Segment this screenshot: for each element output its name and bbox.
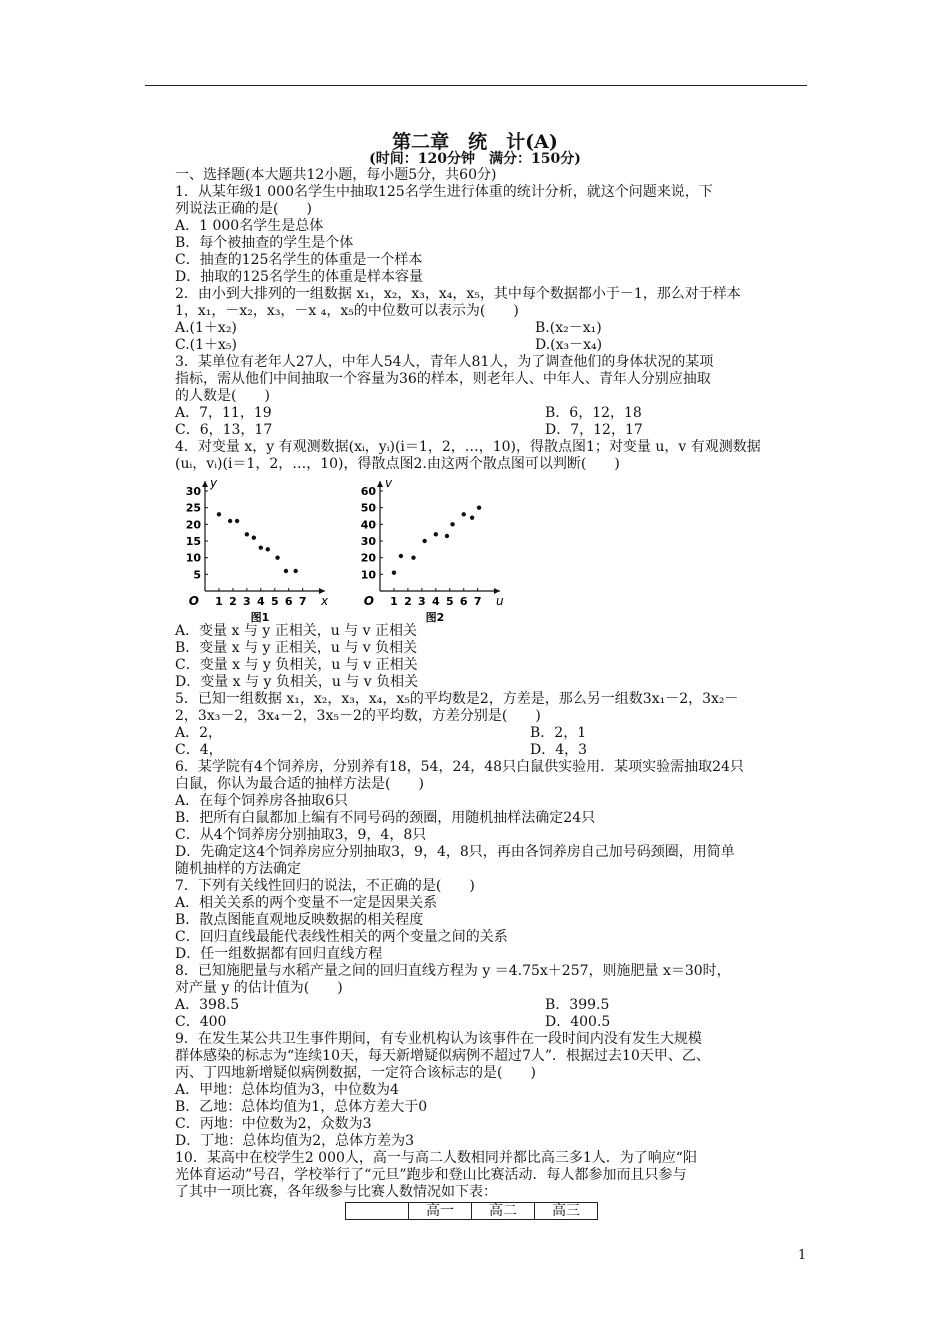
q6-option-b: B．把所有白鼠都加上编有不同号码的颈圈，用随机抽样法确定24只: [175, 810, 596, 826]
q6-option-d-line-2: 随机抽样的方法确定: [175, 861, 301, 877]
q8-option-d: D．400.5: [545, 1014, 611, 1030]
q6-option-d-line-1: D．先确定这4个饲养房应分别抽取3，9，4，8只，再由各饲养房自己加号码颈圈，用简单: [175, 844, 735, 860]
q8-option-a: A．398.5: [175, 997, 240, 1013]
y-tick-label: 25: [185, 501, 201, 515]
data-point: [266, 547, 270, 551]
q4-figures: [175, 473, 815, 623]
q3-stem-line-3: 的人数是( ): [175, 388, 270, 404]
q4-option-c: C．变量 x 与 y 负相关，u 与 v 正相关: [175, 657, 418, 673]
table-header-cell: 高三: [535, 1203, 598, 1220]
q1-option-a: A．1 000名学生是总体: [175, 218, 324, 234]
q1-option-c: C．抽查的125名学生的体重是一个样本: [175, 252, 423, 268]
q2-stem-line-1: 2．由小到大排列的一组数据 x₁，x₂，x₃，x₄，x₅，其中每个数据都小于－1，那么对于样本: [175, 286, 741, 302]
q4-option-a: A．变量 x 与 y 正相关，u 与 v 正相关: [175, 623, 417, 639]
q9-stem-line-3: 丙、丁四地新增疑似病例数据，一定符合该标志的是( ): [175, 1065, 536, 1081]
y-tick-label: 15: [185, 535, 201, 548]
q9-option-a: A．甲地：总体均值为3，中位数为4: [175, 1082, 399, 1098]
q3-option-c: C．6，13，17: [175, 422, 273, 438]
q2-option-d: D.(x₃－x₄): [535, 337, 603, 353]
x-tick-label: 6: [284, 595, 293, 608]
table-header-cell: 高二: [472, 1203, 535, 1220]
q7-option-b: B．散点图能直观地反映数据的相关程度: [175, 912, 424, 928]
q2-stem-line-2: 1，x₁，－x₂，x₃，－x ₄，x₅的中位数可以表示为( ): [175, 303, 519, 319]
q7-option-d: D．任一组数据都有回归直线方程: [175, 946, 383, 962]
x-tick-label: 2: [229, 595, 237, 608]
q9-option-b: B．乙地：总体均值为1，总体方差大于0: [175, 1099, 428, 1115]
data-point: [450, 522, 454, 526]
y-tick-label: 20: [360, 551, 376, 565]
q1-stem-line-2: 列说法正确的是( ): [175, 201, 312, 217]
data-point: [477, 505, 481, 509]
q7-stem: 7．下列有关线性回归的说法，不正确的是( ): [175, 878, 475, 894]
data-point: [399, 554, 403, 558]
q10-stem-line-1: 10．某高中在校学生2 000人，高一与高二人数相同并都比高三多1人．为了响应“阳: [175, 1150, 697, 1166]
x-tick-label: 2: [404, 595, 412, 608]
question-content: [175, 167, 815, 1220]
q3-stem-line-1: 3．某单位有老年人27人，中年人54人，青年人81人，为了调查他们的身体状况的某项: [175, 354, 714, 370]
page-number: 1: [798, 1248, 807, 1263]
x-tick-label: 3: [418, 595, 426, 608]
q3-option-a: A．7，11，19: [175, 405, 272, 421]
data-point: [445, 534, 449, 538]
y-tick-label: 60: [360, 485, 376, 498]
header-rule: [145, 85, 807, 86]
q8-stem-line-1: 8．已知施肥量与水稻产量之间的回归直线方程为 y ＝4.75x＋257，则施肥量 x＝30时，: [175, 963, 731, 979]
y-tick-label: 10: [185, 551, 201, 565]
q8-options-row-2: [175, 1014, 815, 1031]
data-point: [284, 569, 288, 573]
x-tick-label: 3: [243, 595, 251, 608]
figure-caption: 图2: [425, 611, 445, 623]
q8-option-c: C．400: [175, 1014, 227, 1030]
q1-option-d: D．抽取的125名学生的体重是样本容量: [175, 269, 423, 285]
q9-stem-line-1: 9．在发生某公共卫生事件期间，有专业机构认为该事件在一段时间内没有发生大规模: [175, 1031, 702, 1047]
q5-options-row-1: [175, 725, 815, 742]
q10-stem-line-2: 光体育运动”号召，学校举行了“元旦”跑步和登山比赛活动．每人都参加而且只参与: [175, 1167, 687, 1183]
figure-caption: 图1: [250, 611, 270, 623]
q9-stem-line-2: 群体感染的标志为“连续10天，每天新增疑似病例不超过7人”．根据过去10天甲、乙、: [175, 1048, 710, 1064]
q5-option-a: A．2，: [175, 725, 223, 741]
q6-stem-line-2: 白鼠，你认为最合适的抽样方法是( ): [175, 776, 424, 792]
x-tick-label: 5: [270, 595, 279, 608]
origin-label: O: [363, 594, 374, 608]
q5-option-b: B．2，1: [530, 725, 587, 741]
x-tick-label: 1: [390, 595, 398, 608]
y-tick-label: 50: [360, 501, 376, 515]
y-tick-label: 5: [193, 568, 201, 582]
q5-stem-line-1: 5．已知一组数据 x₁，x₂，x₃，x₄，x₅的平均数是2，方差是，那么另一组数3x₁－2，3x₂－: [175, 691, 739, 707]
y-axis-arrow: [377, 481, 383, 487]
data-point: [259, 545, 263, 549]
y-tick-label: 40: [360, 518, 376, 532]
data-point: [252, 535, 256, 539]
q2-option-c: C.(1＋x₅): [175, 337, 238, 353]
q7-option-a: A．相关关系的两个变量不一定是因果关系: [175, 895, 438, 911]
table-header-cell: 高一: [409, 1203, 472, 1220]
q10-grade-table: [345, 1202, 598, 1220]
q4-stem-line-1: 4．对变量 x，y 有观测数据(xᵢ，yᵢ)(i＝1，2，…，10)，得散点图1；对变量 u，v 有观测数据: [175, 439, 761, 455]
data-point: [411, 555, 415, 559]
q6-option-a: A．在每个饲养房各抽取6只: [175, 793, 349, 809]
q1-stem-line-1: 1．从某年级1 000名学生中抽取125名学生进行体重的统计分析，就这个问题来说，下: [175, 184, 713, 200]
q5-options-row-2: [175, 742, 815, 759]
x-tick-label: 4: [256, 595, 265, 608]
data-point: [392, 570, 396, 574]
q7-option-c: C．回归直线最能代表线性相关的两个变量之间的关系: [175, 929, 508, 945]
x-axis-label: x: [321, 594, 329, 608]
table-header-row: [346, 1203, 598, 1220]
q9-option-d: D．丁地：总体均值为2，总体方差为3: [175, 1133, 415, 1149]
q4-option-d: D．变量 x 与 y 负相关，u 与 v 负相关: [175, 674, 419, 690]
data-point: [462, 512, 466, 516]
q5-option-c: C．4，: [175, 742, 223, 758]
data-point: [293, 569, 297, 573]
q10-stem-line-3: 了其中一项比赛，各年级参与比赛人数情况如下表：: [175, 1184, 497, 1200]
q4-option-b: B．变量 x 与 y 正相关，u 与 v 负相关: [175, 640, 418, 656]
q2-options-row-2: [175, 337, 815, 354]
q8-option-b: B．399.5: [545, 997, 610, 1013]
q4-stem-line-2: (uᵢ，vᵢ)(i＝1，2，…，10)，得散点图2.由这两个散点图可以判断( ): [175, 456, 620, 472]
origin-label: O: [188, 594, 199, 608]
data-point: [434, 532, 438, 536]
q5-stem-line-2: 2，3x₃－2，3x₄－2，3x₅－2的平均数，方差分别是( ): [175, 708, 541, 724]
y-tick-label: 20: [185, 518, 201, 532]
q3-stem-line-2: 指标，需从他们中间抽取一个容量为36的样本，则老年人、中年人、青年人分别应抽取: [175, 371, 711, 387]
q1-option-b: B．每个被抽查的学生是个体: [175, 235, 354, 251]
q8-stem-line-2: 对产量 y 的估计值为( ): [175, 980, 343, 996]
q3-options-row-2: [175, 422, 815, 439]
y-axis-label: y: [210, 476, 218, 490]
y-tick-label: 30: [185, 485, 201, 498]
q9-option-c: C．丙地：中位数为2，众数为3: [175, 1116, 372, 1132]
q8-options-row-1: [175, 997, 815, 1014]
data-point: [217, 512, 221, 516]
x-tick-label: 6: [459, 595, 468, 608]
scatter-figure-1: [175, 473, 335, 623]
q5-option-d: D．4，3: [530, 742, 588, 758]
data-point: [275, 555, 279, 559]
q2-options-row-1: [175, 320, 815, 337]
x-tick-label: 4: [431, 595, 440, 608]
q2-option-b: B.(x₂－x₁): [535, 320, 602, 336]
scatter-figure-2: [350, 473, 510, 623]
x-tick-label: 7: [298, 595, 307, 608]
data-point: [228, 519, 232, 523]
q6-stem-line-1: 6．某学院有4个饲养房，分别养有18，54，24，48只白鼠供实验用．某项实验需抽取24只: [175, 759, 744, 775]
data-point: [470, 515, 474, 519]
table-header-cell: [346, 1203, 409, 1220]
q6-option-c: C．从4个饲养房分别抽取3，9，4，8只: [175, 827, 427, 843]
page-title: 第二章 统 计(A): [392, 131, 558, 153]
q3-options-row-1: [175, 405, 815, 422]
q3-option-b: B．6，12，18: [545, 405, 642, 421]
x-axis-label: u: [496, 594, 504, 608]
page-subtitle: (时间：120分钟 满分：150分): [369, 151, 581, 167]
x-tick-label: 7: [473, 595, 482, 608]
x-tick-label: 1: [215, 595, 223, 608]
data-point: [245, 532, 249, 536]
y-tick-label: 10: [360, 568, 376, 582]
q2-option-a: A.(1＋x₂): [175, 320, 237, 336]
q3-option-d: D．7，12，17: [545, 422, 643, 438]
y-axis-label: v: [385, 476, 393, 490]
data-point: [235, 519, 239, 523]
y-tick-label: 30: [360, 535, 376, 548]
y-axis-arrow: [202, 481, 208, 487]
section-heading: 一、选择题(本大题共12小题，每小题5分，共60分): [175, 167, 497, 183]
x-tick-label: 5: [445, 595, 454, 608]
data-point: [422, 539, 426, 543]
